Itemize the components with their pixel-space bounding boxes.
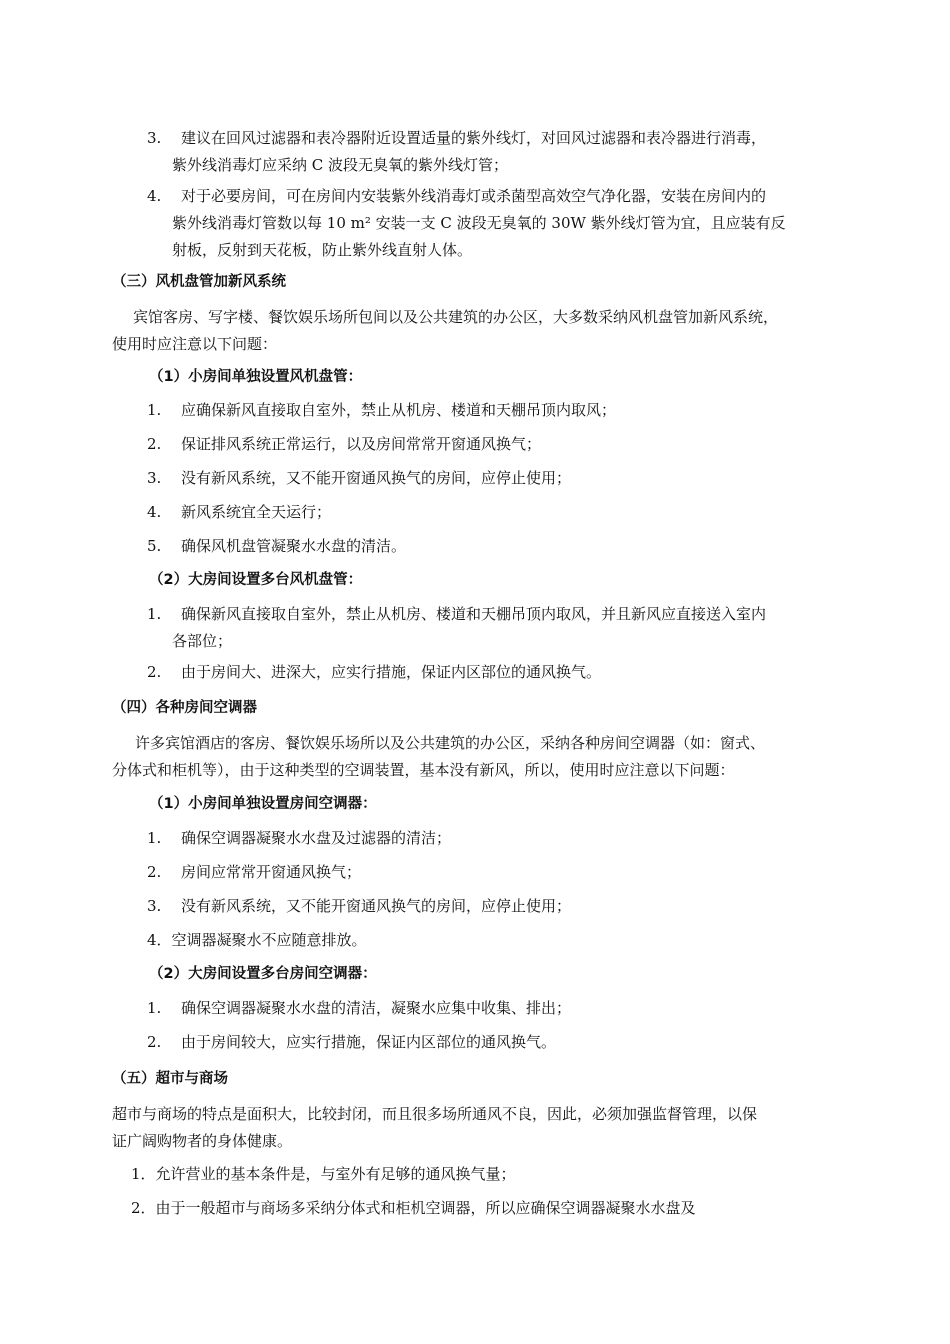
list-text-continuation: 紫外线消毒灯应采纳 C 波段无臭氧的紫外线灯管； xyxy=(172,156,509,174)
list-item: 2．由于一般超市与商场多采纳分体式和柜机空调器，所以应确保空调器凝聚水水盘及 xyxy=(131,1199,696,1217)
list-text: 新风系统宜全天运行； xyxy=(181,503,332,521)
paragraph-line: 超市与商场的特点是面积大，比较封闭，而且很多场所通风不良，因此，必须加强监督管理，以保 xyxy=(112,1105,758,1123)
subsection-heading: （1）小房间单独设置风机盘管： xyxy=(149,369,363,385)
list-item xyxy=(147,434,541,454)
list-number: 2. xyxy=(147,663,162,681)
list-text: 确保空调器凝聚水水盘及过滤器的清洁； xyxy=(181,829,452,847)
list-number: 1. xyxy=(147,605,162,623)
list-number: 3. xyxy=(147,469,162,487)
list-text: 由于房间较大，应实行措施，保证内区部位的通风换气。 xyxy=(181,1033,557,1051)
list-item: 4．空调器凝聚水不应随意排放。 xyxy=(147,931,367,949)
list-text: 确保风机盘管凝聚水水盘的清洁。 xyxy=(181,537,407,555)
list-item xyxy=(147,400,616,420)
list-item xyxy=(147,536,406,556)
list-item xyxy=(147,828,451,848)
list-number: 3. xyxy=(147,897,162,915)
list-item xyxy=(147,896,571,916)
list-number: 2. xyxy=(147,863,162,881)
list-number: 2. xyxy=(147,1033,162,1051)
list-number: 1. xyxy=(147,999,162,1017)
paragraph-line: 许多宾馆酒店的客房、餐饮娱乐场所以及公共建筑的办公区，采纳各种房间空调器（如：窗式、 xyxy=(135,734,766,752)
list-text: 房间应常常开窗通风换气； xyxy=(181,863,362,881)
list-number: 4. xyxy=(147,187,162,205)
list-number: 1. xyxy=(147,829,162,847)
list-item: 1．允许营业的基本条件是，与室外有足够的通风换气量； xyxy=(131,1165,516,1183)
list-number: 5. xyxy=(147,537,162,555)
paragraph-line: 证广阔购物者的身体健康。 xyxy=(112,1132,293,1150)
list-item xyxy=(147,502,331,522)
list-item xyxy=(147,1032,556,1052)
subsection-heading: （1）小房间单独设置房间空调器： xyxy=(149,796,377,812)
list-text-continuation: 各部位； xyxy=(172,632,233,650)
list-text: 确保空调器凝聚水水盘的清洁，凝聚水应集中收集、排出； xyxy=(181,999,572,1017)
list-text: 建议在回风过滤器和表冷器附近设置适量的紫外线灯，对回风过滤器和表冷器进行消毒， xyxy=(181,129,767,147)
section-heading: （四）各种房间空调器 xyxy=(112,700,257,716)
list-text: 没有新风系统，又不能开窗通风换气的房间，应停止使用； xyxy=(181,469,572,487)
section-heading: （三）风机盘管加新风系统 xyxy=(112,274,286,290)
list-text: 确保新风直接取自室外，禁止从机房、楼道和天棚吊顶内取风，并且新风应直接送入室内 xyxy=(181,605,767,623)
section-heading: （五）超市与商场 xyxy=(112,1071,228,1087)
list-item xyxy=(147,662,601,682)
list-number: 3. xyxy=(147,129,162,147)
list-text: 由于房间大、进深大，应实行措施，保证内区部位的通风换气。 xyxy=(181,663,602,681)
list-text-continuation: 紫外线消毒灯管数以每 10 m² 安装一支 C 波段无臭氧的 30W 紫外线灯管为宜，且应装有反 xyxy=(172,214,786,232)
list-text: 应确保新风直接取自室外，禁止从机房、楼道和天棚吊顶内取风； xyxy=(181,401,617,419)
list-text-continuation: 射板，反射到天花板，防止紫外线直射人体。 xyxy=(172,241,473,259)
paragraph-line: 宾馆客房、写字楼、餐饮娱乐场所包间以及公共建筑的办公区，大多数采纳风机盘管加新风系统， xyxy=(133,308,779,326)
list-item xyxy=(147,862,361,882)
list-item xyxy=(147,186,766,206)
list-number: 1. xyxy=(147,401,162,419)
list-number: 4. xyxy=(147,503,162,521)
paragraph-line: 使用时应注意以下问题： xyxy=(112,335,278,353)
list-item xyxy=(147,604,766,624)
list-number: 2. xyxy=(147,435,162,453)
list-text: 对于必要房间，可在房间内安装紫外线消毒灯或杀菌型高效空气净化器，安装在房间内的 xyxy=(181,187,767,205)
list-item xyxy=(147,128,766,148)
list-item xyxy=(147,998,571,1018)
list-text: 没有新风系统，又不能开窗通风换气的房间，应停止使用； xyxy=(181,897,572,915)
subsection-heading: （2）大房间设置多台房间空调器： xyxy=(149,966,377,982)
subsection-heading: （2）大房间设置多台风机盘管： xyxy=(149,572,363,588)
paragraph-line: 分体式和柜机等），由于这种类型的空调装置，基本没有新风，所以，使用时应注意以下问题： xyxy=(112,761,735,779)
list-text: 保证排风系统正常运行，以及房间常常开窗通风换气； xyxy=(181,435,542,453)
list-item xyxy=(147,468,571,488)
